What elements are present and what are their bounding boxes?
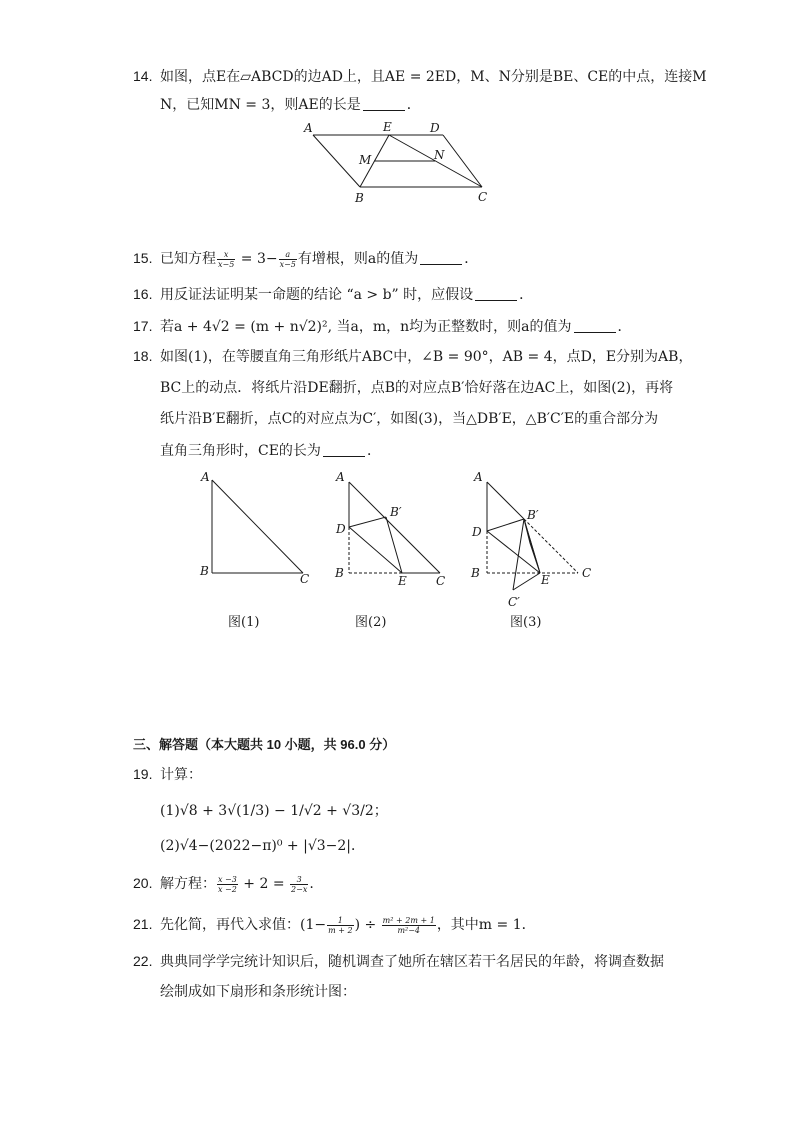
question-text: 有增根，则a的值为: [297, 251, 419, 267]
label-M: M: [359, 153, 372, 167]
question-number: 15.: [133, 250, 153, 266]
question-18-line2: BC上的动点．将纸片沿DE翻折，点B的对应点B′恰好落在边AC上，如图(2)，再将: [160, 380, 674, 396]
question-22-line2: 绘制成如下扇形和条形统计图：: [160, 984, 356, 1000]
question-18-line3: 纸片沿B′E翻折，点C的对应点为C′，如图(3)，当△DB′E，△B′C′E的重合部分为: [160, 411, 659, 427]
label-C: C: [300, 572, 310, 586]
fraction: $\frac{1}{m + 2}$: [328, 915, 353, 935]
question-number: 19.: [133, 766, 153, 782]
question-number: 17.: [133, 318, 153, 334]
fraction: $\frac{x -3}{x -2}$: [218, 874, 237, 894]
label-B: B: [355, 191, 364, 205]
equation-text: ) ÷: [354, 917, 381, 933]
caption-fig3: 图(3): [510, 615, 542, 630]
question-text: 解方程：: [160, 876, 216, 892]
label-B: B: [200, 564, 209, 578]
question-text: 计算：: [160, 767, 202, 783]
label-N: N: [434, 148, 445, 162]
punct: .: [309, 876, 314, 892]
fraction: $\frac{\text{m² + 2m + 1}}{\text{m²−4}}$: [382, 915, 435, 935]
label-E: E: [383, 120, 392, 134]
punct: ．: [406, 97, 421, 113]
question-text-line1: 如图(1)，在等腰直角三角形纸片ABC中，∠B = 90°，AB = 4，点D，E分别为AB，: [160, 349, 693, 365]
label-D: D: [336, 522, 346, 536]
question-14-line2: [160, 95, 421, 115]
question-text: 若a + 4√2 = (m + n√2)², 当a，m，n均为正整数时，则a的值为: [160, 319, 572, 335]
question-19-part2: (2)√4−(2022−π)⁰ + |√3−2|．: [160, 838, 366, 854]
question-text-line1: 典典同学学完统计知识后，随机调查了她所在辖区若干名居民的年龄，将调查数据: [160, 954, 664, 970]
equation-text: + 2 =: [238, 876, 290, 892]
label-C: C: [582, 566, 592, 580]
answer-blank[interactable]: [363, 97, 405, 111]
triangle-figure-3: [468, 465, 608, 635]
question-text: 已知方程: [160, 251, 216, 267]
label-A: A: [304, 121, 313, 135]
answer-blank[interactable]: [574, 319, 616, 333]
question-number: 21.: [133, 916, 153, 932]
parallelogram-figure: [295, 118, 495, 208]
label-B: B: [335, 566, 344, 580]
question-number: 18.: [133, 348, 153, 364]
question-number: 16.: [133, 286, 153, 302]
answer-blank[interactable]: [323, 443, 365, 457]
triangle-figure-2: [330, 465, 455, 635]
label-E: E: [398, 574, 407, 588]
question-21: [133, 914, 536, 935]
punct: ．: [366, 443, 381, 459]
question-text: ，其中m = 1．: [436, 917, 536, 933]
question-text: 用反证法证明某一命题的结论 “a > b” 时，应假设: [160, 287, 474, 303]
question-22: [133, 951, 664, 972]
fraction: $\frac{3}{2-x}$: [291, 874, 308, 894]
label-B: B: [471, 566, 480, 580]
label-A: A: [336, 470, 345, 484]
punct: ．: [617, 319, 632, 335]
question-text-line1: 如图，点E在▱ABCD的边AD上，且AE = 2ED，M、N分别是BE、CE的中点，连接M: [160, 69, 707, 85]
question-14: [133, 66, 707, 87]
fraction: $\frac{x}{x-5}$: [218, 249, 235, 269]
question-19-part1: (1)√8 + 3√(1/3) − 1/√2 + √3/2；: [160, 803, 388, 819]
question-number: 20.: [133, 875, 153, 891]
equation-text: = 3−: [236, 251, 278, 267]
label-C: C: [478, 190, 488, 204]
question-15: [133, 248, 478, 269]
caption-fig1: 图(1): [228, 615, 260, 630]
label-D: D: [430, 121, 440, 135]
label-A: A: [201, 470, 210, 484]
answer-blank[interactable]: [420, 251, 462, 265]
question-20: [133, 873, 314, 894]
label-D: D: [472, 525, 482, 539]
question-17: [133, 316, 632, 337]
label-Cprime: C′: [508, 595, 520, 609]
question-number: 14.: [133, 68, 153, 84]
caption-fig2: 图(2): [355, 615, 387, 630]
label-C: C: [436, 574, 446, 588]
question-text: 先化简，再代入求值：(1−: [160, 917, 327, 933]
question-number: 22.: [133, 953, 153, 969]
question-19: [133, 764, 202, 785]
punct: ．: [464, 251, 479, 267]
answer-blank[interactable]: [475, 287, 517, 301]
question-18: [133, 346, 692, 367]
label-E: E: [541, 573, 550, 587]
label-Bprime: B′: [527, 508, 539, 522]
label-Bprime: B′: [390, 505, 402, 519]
punct: ．: [519, 287, 534, 303]
triangle-figure-1: [195, 465, 320, 635]
label-A: A: [474, 470, 483, 484]
fraction: $\frac{a}{x-5}$: [279, 249, 296, 269]
question-text-line2: N，已知MN = 3，则AE的长是: [160, 97, 361, 113]
question-18-line4: [160, 441, 381, 461]
question-text-line4: 直角三角形时，CE的长为: [160, 443, 321, 459]
question-16: [133, 284, 533, 305]
section-heading: 三、解答题（本大题共 10 小题，共 96.0 分）: [133, 737, 396, 752]
